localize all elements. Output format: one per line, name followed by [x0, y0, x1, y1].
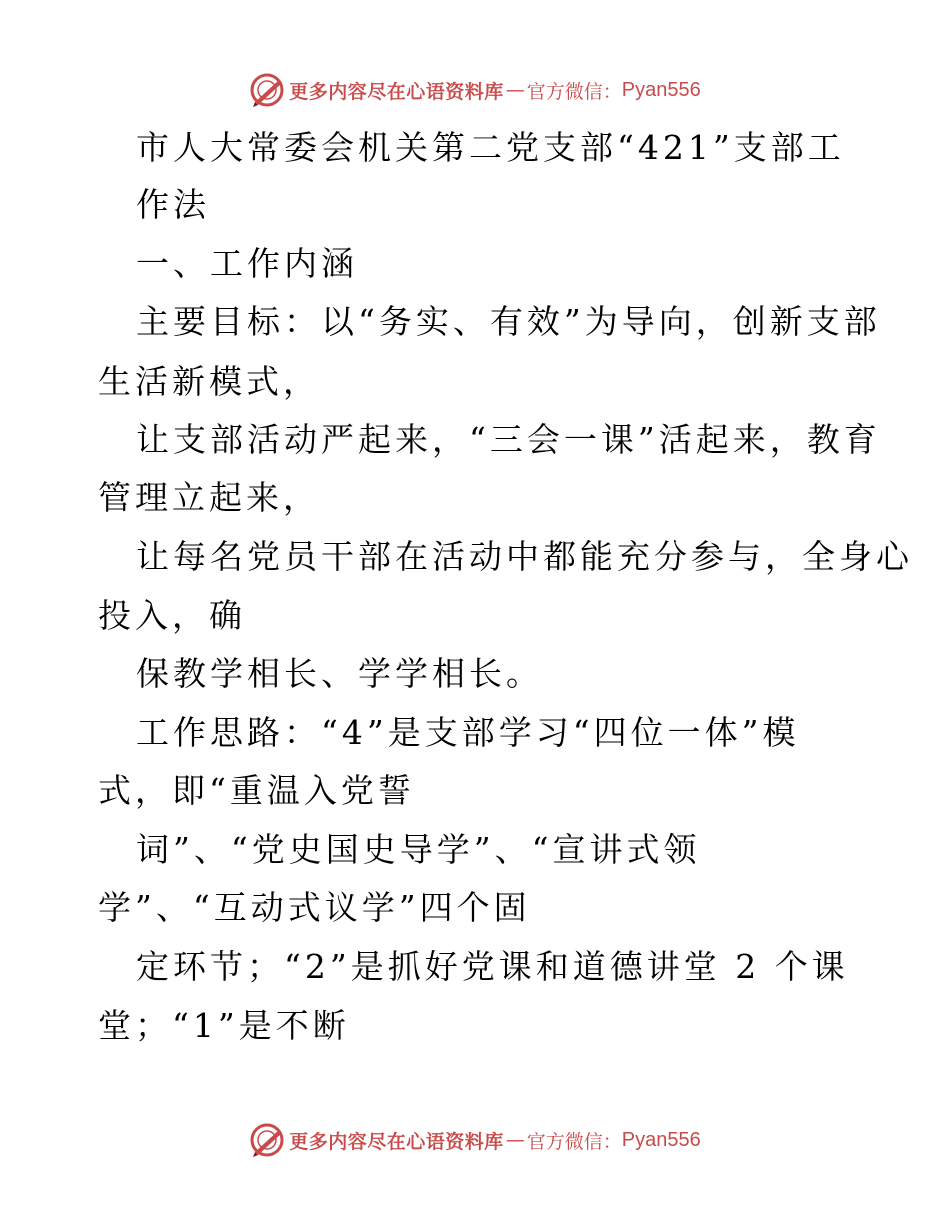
watermark-wechat-label: 官方微信： [526, 1130, 622, 1153]
doc-paragraph-line: 管理立起来， [98, 478, 320, 517]
doc-paragraph-line: 定环节；“2”是抓好党课和道德讲堂 2 个课 [136, 947, 849, 986]
doc-paragraph-line: 式，即“重温入党誓 [98, 771, 415, 810]
doc-paragraph-line: 保教学相长、学学相长。 [136, 654, 543, 693]
doc-paragraph-line: 堂；“1”是不断 [98, 1006, 350, 1045]
watermark-wechat-id: Pyan556 [621, 1128, 701, 1151]
watermark-site-name: 更多内容尽在心语资料库 [289, 80, 504, 103]
doc-title-line-1: 市人大常委会机关第二党支部“421”支部工 [136, 128, 845, 167]
footer-watermark [0, 1118, 950, 1162]
doc-title-line-2: 作法 [136, 185, 210, 224]
doc-paragraph-line: 生活新模式， [98, 362, 320, 401]
watermark-wechat-label: 官方微信： [526, 80, 622, 103]
doc-paragraph-line: 工作思路：“4”是支部学习“四位一体”模 [136, 713, 800, 752]
pen-logo-icon [249, 1122, 285, 1158]
doc-section-heading: 一、工作内涵 [136, 244, 358, 283]
doc-paragraph-line: 主要目标：以“务实、有效”为导向，创新支部 [136, 302, 881, 341]
doc-paragraph-line: 词”、“党史国史导学”、“宣讲式领 [136, 830, 701, 869]
doc-paragraph-line: 让每名党员干部在活动中都能充分参与，全身心 [136, 537, 913, 576]
watermark-separator: — [505, 1129, 525, 1151]
doc-paragraph-line: 投入，确 [98, 596, 246, 635]
doc-paragraph-line: 让支部活动严起来，“三会一课”活起来，教育 [136, 420, 881, 459]
watermark-separator: — [505, 79, 525, 101]
doc-paragraph-line: 学”、“互动式议学”四个固 [98, 888, 531, 927]
watermark-site-name: 更多内容尽在心语资料库 [289, 1130, 504, 1153]
watermark-wechat-id: Pyan556 [621, 78, 701, 101]
